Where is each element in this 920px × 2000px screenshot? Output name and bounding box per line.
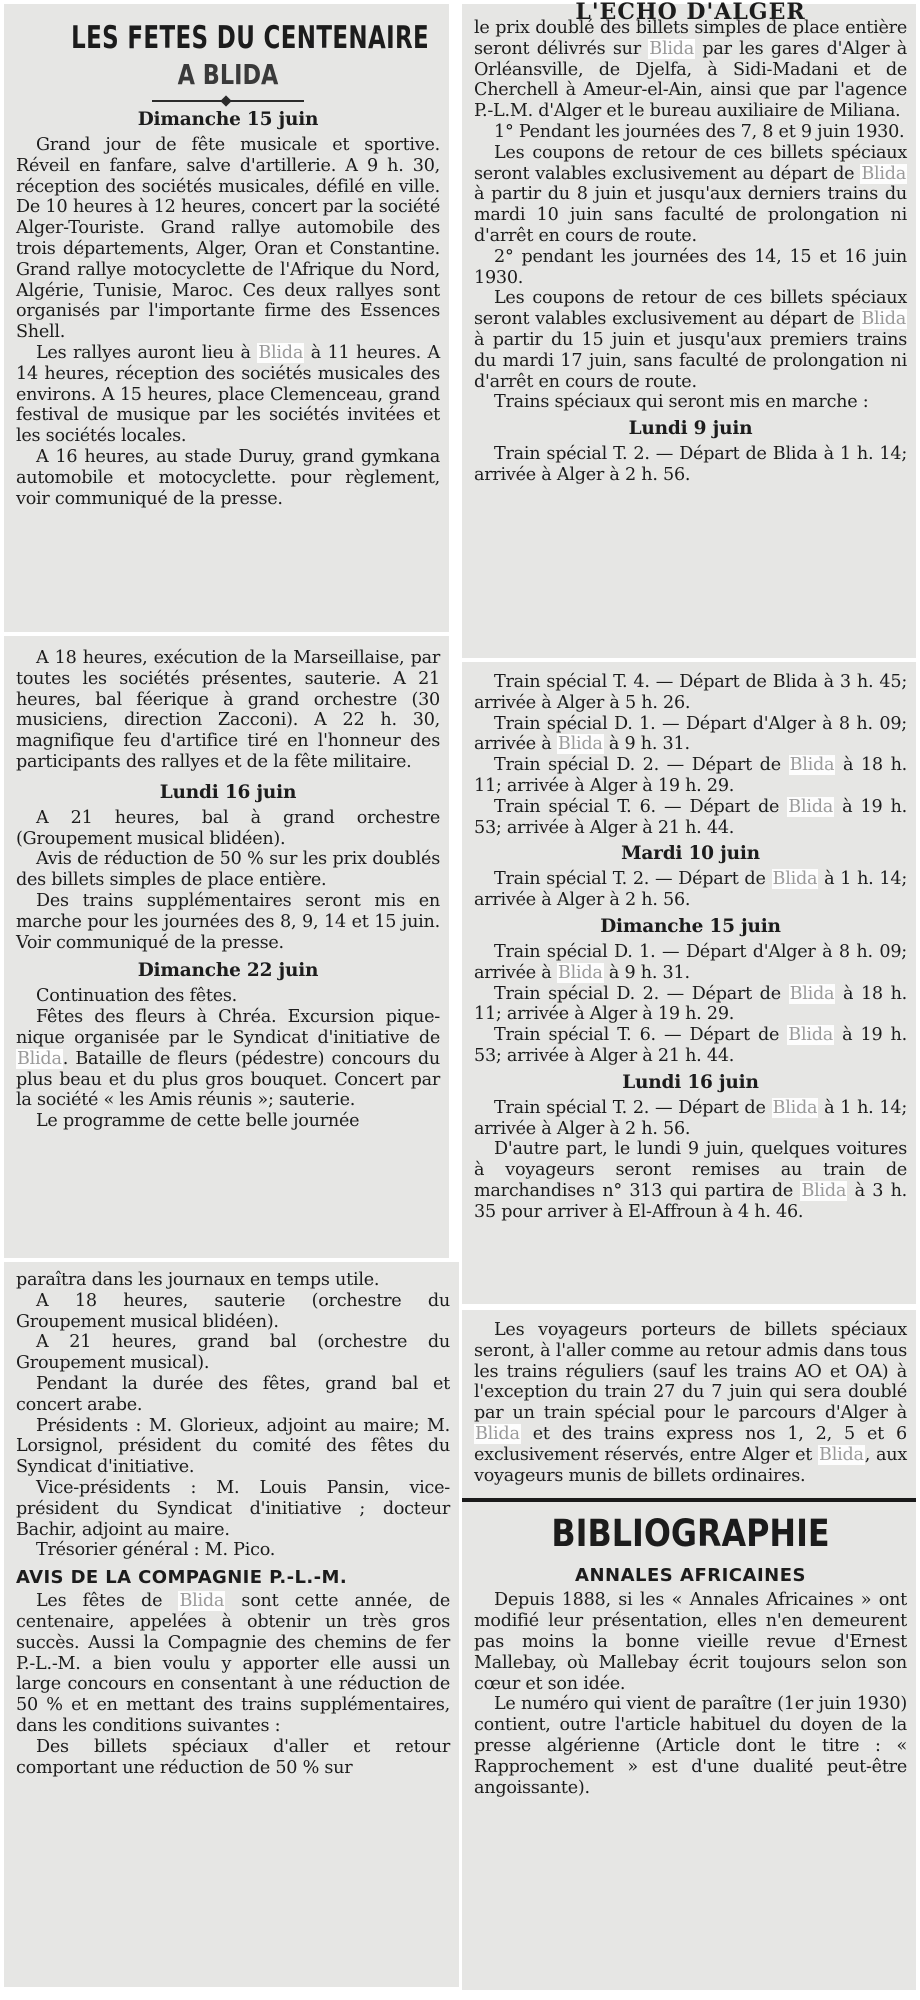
paragraph: Pendant la durée des fêtes, grand bal et concert arabe.: [16, 1373, 450, 1415]
paragraph: Depuis 1888, si les « Annales Africaines » ont modifié leur présentation, elles n'en demeurent pas moins la bonne vieille revue d'Ernest Mallebay, où Mallebay écrit toujours selon son cœur et son idée.: [474, 1590, 907, 1694]
blida-word: Blida: [788, 1025, 833, 1046]
paragraph: Train spécial D. 1. — Départ d'Alger à 8 h. 09; arrivée à Blida à 9 h. 31.: [474, 713, 907, 755]
subheading-dimanche-22: Dimanche 22 juin: [137, 960, 319, 982]
blida-word: Blida: [788, 796, 833, 817]
clipping-fetes-part3: [4, 1262, 459, 1987]
paragraph: Continuation des fêtes.: [36, 986, 238, 1007]
clipping-fetes-part1: [4, 4, 449, 632]
blida-word: Blida: [819, 1444, 864, 1465]
blida-word: Blida: [475, 1423, 520, 1444]
paragraph: Train spécial T. 2. — Départ de Blida à 1 h. 14; arrivée à Alger à 2 h. 56.: [474, 869, 907, 911]
subheading-mardi-10: Mardi 10 juin: [621, 843, 760, 865]
paragraph: Train spécial T. 2. — Départ de Blida à 1 h. 14; arrivée à Alger à 2 h. 56.: [474, 1097, 907, 1139]
ornament-rule: [152, 100, 304, 102]
blida-word: Blida: [557, 734, 603, 755]
paragraph: 1° Pendant les journées des 7, 8 et 9 juin 1930.: [494, 121, 905, 142]
paragraph: Les coupons de retour de ces billets spéciaux seront valables exclusivement au départ de Blida à partir du 8 juin et jusqu'aux derniers trains du mardi 10 juin sans faculté de prolongation ni d'arrêt en cours de route.: [474, 142, 907, 246]
paragraph: Train spécial T. 4. — Départ de Blida à 3 h. 45; arrivée à Alger à 5 h. 26.: [474, 672, 907, 713]
paragraph: A 18 heures, sauterie (orchestre du Groupement musical blidéen).: [16, 1290, 450, 1332]
paragraph: Les voyageurs porteurs de billets spéciaux seront, à l'aller comme au retour admis dans tous les trains réguliers (sauf les trains AO et OA) à l'exception du train 27 du 7 juin qui sera doublé par un train spécial pour le parcours d'Alger à Blida et des trains express nos 1, 2, 5 et 6 exclusivement réservés, entre Alger et Blida, aux voyageurs munis de billets ordinaires.: [474, 1320, 908, 1486]
paragraph: A 16 heures, au stade Duruy, grand gymkana automobile et motocyclette. pour règlement, voir communiqué de la presse.: [16, 446, 440, 509]
masthead: L'ECHO D'ALGER: [575, 0, 806, 25]
paragraph: Train spécial D. 2. — Départ de Blida à 18 h. 11; arrivée à Alger à 19 h. 29.: [474, 755, 908, 796]
blida-word: Blida: [801, 1180, 847, 1201]
paragraph: Train spécial D. 1. — Départ d'Alger à 8 h. 09; arrivée à Blida à 9 h. 31.: [474, 941, 907, 983]
paragraph: Vice-présidents : M. Louis Pansin, vice-président du Syndicat d'initiative ; docteur Bachir, adjoint au maire.: [16, 1477, 450, 1540]
paragraph: paraîtra dans les journaux en temps utile.: [16, 1270, 380, 1290]
paragraph: A 21 heures, bal à grand orchestre (Groupement musical blidéen).: [16, 807, 440, 849]
clipping-plm-part3-bibliographie: [462, 1310, 916, 1990]
paragraph: Le numéro qui vient de paraître (1er juin 1930) contient, outre l'article habituel du doyen de la presse algérienne (Article dont le titre : « Rapprochement » est d'une dualité peut-être angoissante).: [474, 1694, 907, 1798]
blida-word: Blida: [258, 342, 304, 363]
subheading-dimanche-15: Dimanche 15 juin: [600, 915, 781, 937]
paragraph: Grand jour de fête musicale et sportive. Réveil en fanfare, salve d'artillerie. A 9 h. 30, réception des sociétés musicales, défilé en ville. De 10 heures à 12 heures, concert par la société Alger-Touriste. Grand rallye automobile des trois départements, Alger, Oran et Constantine. Grand rallye motocyclette de l'Afrique du Nord, Algérie, Tunisie, Maroc. Ces deux rallyes sont organisés par l'importante firme des Essences Shell.: [16, 135, 440, 343]
paragraph: Des trains supplémentaires seront mis en marche pour les journées des 8, 9, 14 et 15 juin. Voir communiqué de la presse.: [16, 890, 440, 953]
subheading-dimanche-15: Dimanche 15 juin: [137, 109, 319, 130]
blida-word: Blida: [557, 962, 603, 983]
blida-word: Blida: [861, 163, 907, 184]
paragraph: 2° pendant les journées des 14, 15 et 16 juin 1930.: [474, 246, 907, 288]
blida-word: Blida: [861, 309, 907, 330]
paragraph: Trésorier général : M. Pico.: [36, 1540, 276, 1561]
subheading-lundi-16: Lundi 16 juin: [159, 781, 297, 803]
paragraph: Les rallyes auront lieu à Blida à 11 heures. A 14 heures, réception des sociétés musicales des environs. A 15 heures, place Clemenceau, grand festival de musique par les sociétés invitées et les sociétés locales.: [16, 342, 441, 447]
paragraph: D'autre part, le lundi 9 juin, quelques voitures à voyageurs seront remises au train de marchandises n° 313 qui partira de Blida à 3 h. 35 pour arriver à El-Affroun à 4 h. 46.: [474, 1139, 907, 1222]
blida-word: Blida: [789, 755, 835, 776]
headline: LES FETES DU CENTENAIRE: [71, 20, 430, 56]
annales-heading: ANNALES AFRICAINES: [575, 1565, 806, 1587]
paragraph: Train spécial T. 2. — Départ de Blida à 1 h. 14; arrivée à Alger à 2 h. 56.: [474, 444, 907, 485]
paragraph: le prix doublé des billets simples de place entière seront délivrés sur Blida par les gares d'Alger à Orléansville, de Djelfa, à Sidi-Madani et de Cherchell à Ameur-el-Ain, ainsi que par l'agence P.-L.M. d'Alger et le bureau auxiliaire de Miliana.: [474, 18, 907, 122]
paragraph: Fêtes des fleurs à Chréa. Excursion pique-nique organisée par le Syndicat d'initiative de Blida. Bataille de fleurs (pédestre) concours du plus beau et du plus gros bouquet. Concert par la société « les Amis réunis »; sauterie.: [16, 1007, 440, 1111]
blida-word: Blida: [772, 1097, 818, 1118]
blida-word: Blida: [789, 983, 835, 1004]
paragraph: Le programme de cette belle journée: [36, 1111, 360, 1132]
blida-word: Blida: [179, 1591, 225, 1612]
section-divider: [462, 1498, 916, 1502]
paragraph: Présidents : M. Glorieux, adjoint au maire; M. Lorsignol, président du comité des fêtes du Syndicat d'initiative.: [16, 1415, 450, 1478]
bibliographie-heading: BIBLIOGRAPHIE: [551, 1512, 830, 1556]
blida-word: Blida: [772, 869, 818, 890]
paragraph: Trains spéciaux qui seront mis en marche :: [494, 392, 869, 413]
paragraph: Avis de réduction de 50 % sur les prix doublés des billets simples de place entière.: [16, 849, 440, 891]
clipping-plm-part1: [462, 0, 916, 658]
paragraph: Train spécial T. 6. — Départ de Blida à 19 h. 53; arrivée à Alger à 21 h. 44.: [474, 796, 907, 838]
paragraph: Train spécial D. 2. — Départ de Blida à 18 h. 11; arrivée à Alger à 19 h. 29.: [474, 983, 908, 1025]
paragraph: Les coupons de retour de ces billets spéciaux seront valables exclusivement au départ de Blida à partir du 15 juin et jusqu'aux premiers trains du mardi 17 juin, sans faculté de prolongation ni d'arrêt en cours de route.: [474, 288, 907, 392]
subheading-lundi-16: Lundi 16 juin: [622, 1071, 759, 1093]
paragraph: Les fêtes de Blida sont cette année, de centenaire, appelées à obtenir un très gros succès. Aussi la Compagnie des chemins de fer P.-L.-M. a bien voulu y apporter elle aussi un large concours en consentant à une réduction de 50 % et en mettant des trains supplémentaires, dans les conditions suivantes :: [16, 1591, 450, 1736]
subheading-lundi-9: Lundi 9 juin: [628, 418, 753, 440]
avis-heading: AVIS DE LA COMPAGNIE P.-L.-M.: [16, 1567, 348, 1589]
paragraph: Des billets spéciaux d'aller et retour comportant une réduction de 50 % sur: [16, 1736, 450, 1778]
clipping-plm-part2: [462, 662, 916, 1304]
paragraph: Train spécial T. 6. — Départ de Blida à 19 h. 53; arrivée à Alger à 21 h. 44.: [474, 1025, 907, 1066]
blida-word: Blida: [17, 1048, 62, 1069]
paragraph: A 21 heures, grand bal (orchestre du Groupement musical).: [16, 1332, 450, 1374]
blida-word: Blida: [649, 38, 694, 59]
clipping-fetes-part2: [4, 636, 449, 1258]
paragraph: A 18 heures, exécution de la Marseillaise, par toutes les sociétés présentes, sauterie. A 21 heures, bal féerique à grand orchestre (30 musiciens, direction Zacconi). A 22 h. 30, magnifique feu d'artifice tiré en l'honneur des participants des rallyes et de la fête militaire.: [16, 648, 440, 772]
headline-place: A BLIDA: [177, 58, 279, 91]
